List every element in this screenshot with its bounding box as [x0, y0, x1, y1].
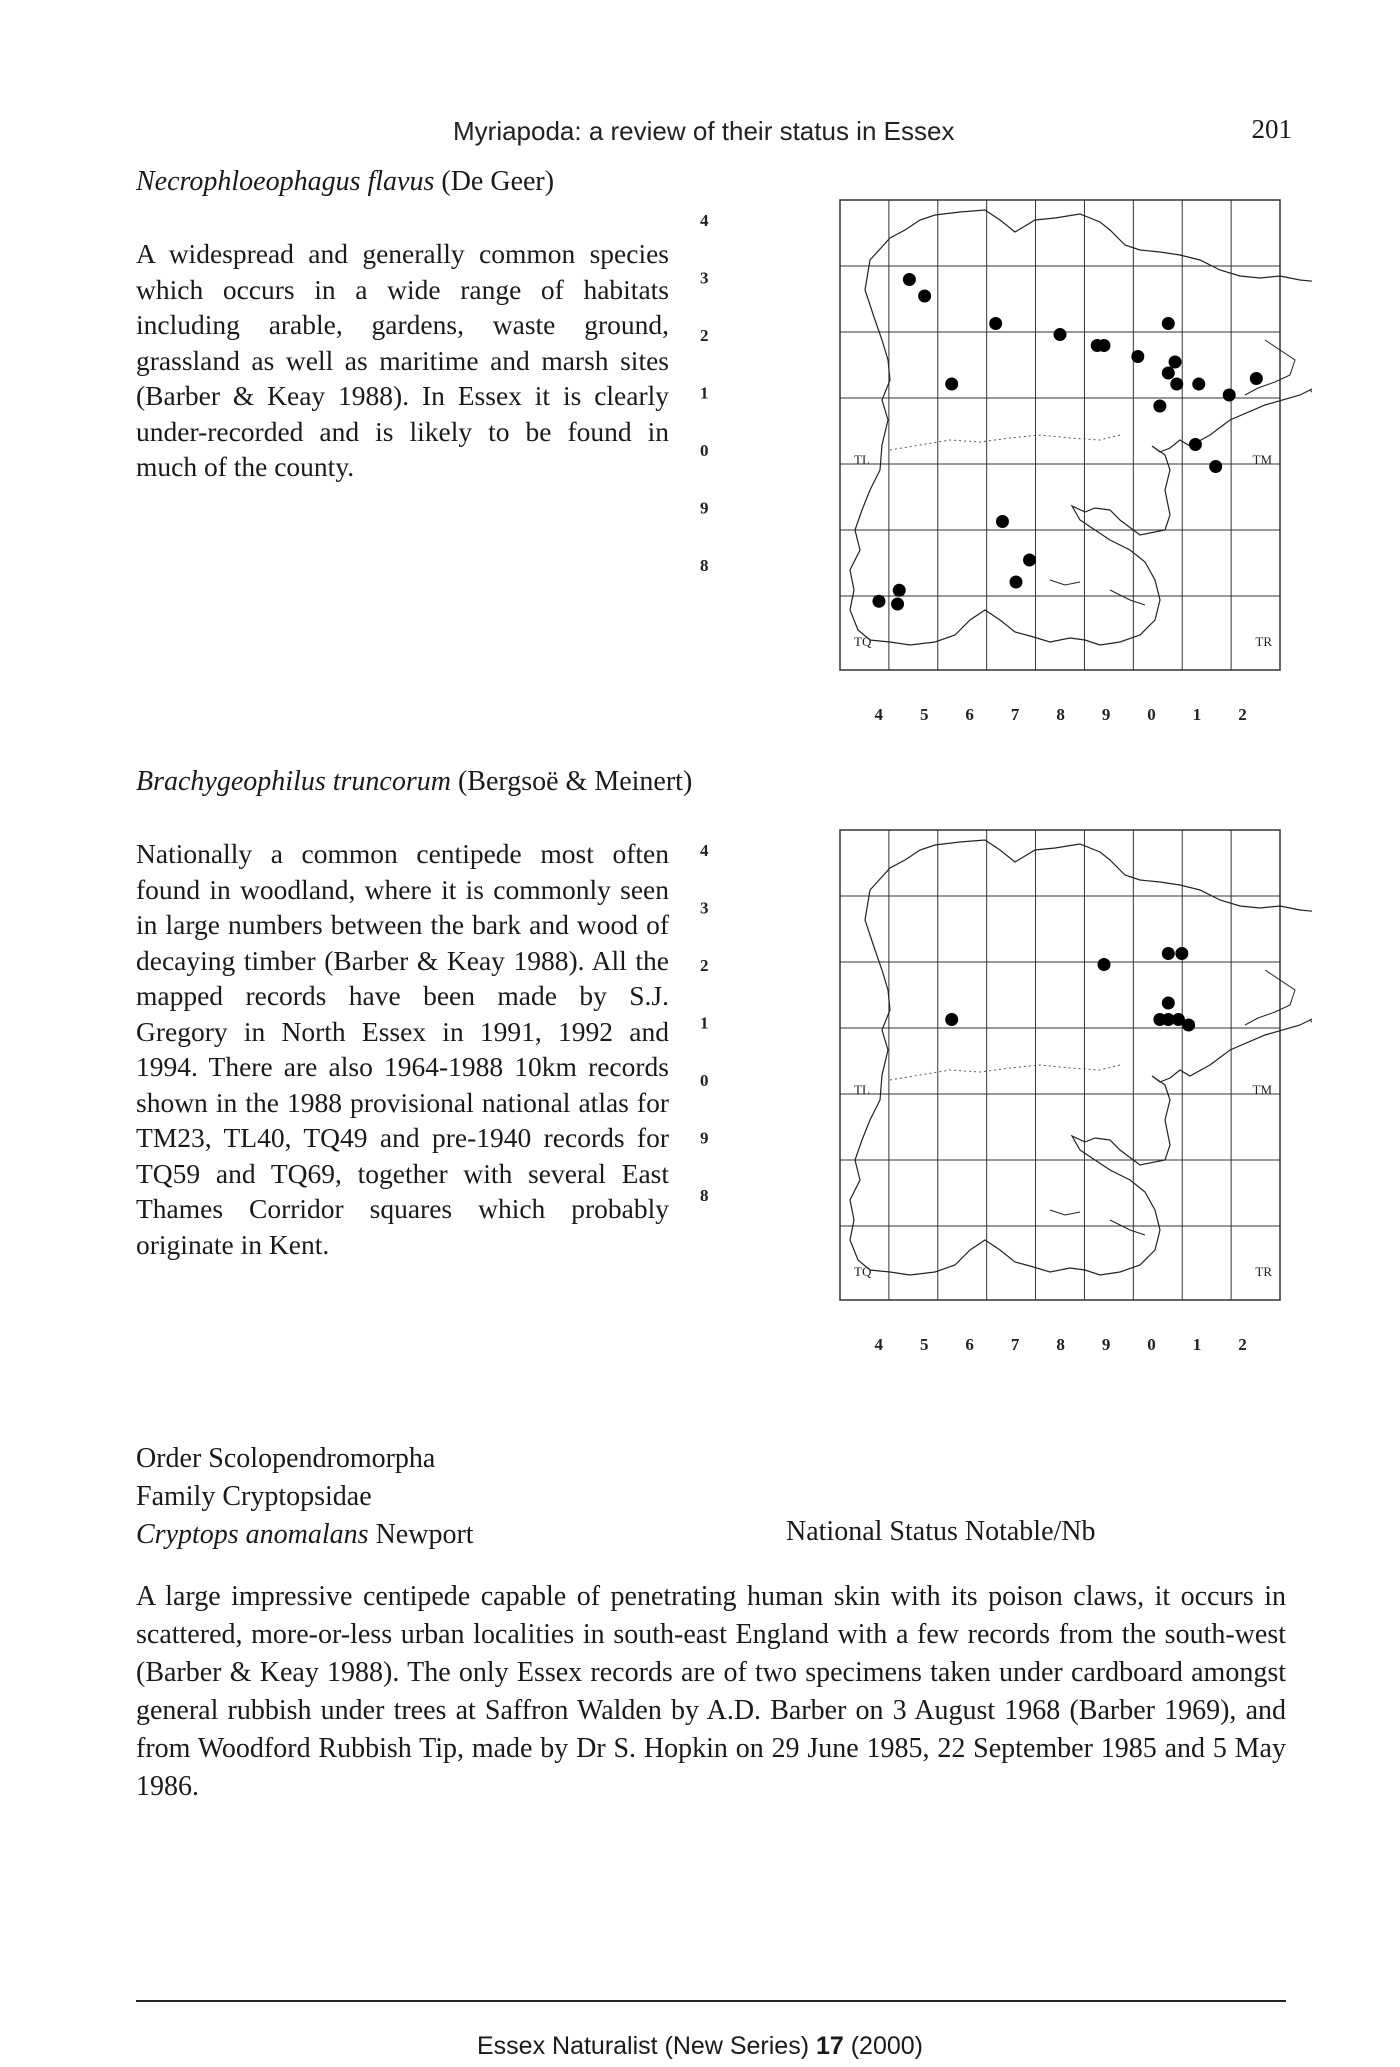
row-label: 0 — [700, 441, 709, 460]
column-label: 9 — [1101, 705, 1111, 724]
column-label: 4 — [874, 1335, 883, 1354]
footer-rule — [136, 2000, 1286, 2002]
record-dot — [1169, 356, 1182, 369]
record-dot — [1189, 438, 1202, 451]
square-boundary — [890, 1065, 1120, 1080]
column-label: 4 — [874, 705, 883, 724]
column-label: 9 — [1101, 1335, 1111, 1354]
grid-square-label: TR — [1255, 634, 1272, 649]
grid-square-label: TM — [1252, 1082, 1272, 1097]
record-dot — [1131, 350, 1144, 363]
record-dot — [872, 595, 885, 608]
grid-square-label: TM — [1252, 452, 1272, 467]
species-authority: Newport — [375, 1519, 474, 1550]
distribution-map-1 — [700, 188, 1312, 728]
column-label: 8 — [1056, 1335, 1065, 1354]
record-dot — [893, 584, 906, 597]
record-dot — [1182, 1019, 1195, 1032]
grid-square-label: TQ — [854, 1264, 872, 1279]
record-dot — [903, 273, 916, 286]
column-label: 7 — [1010, 705, 1020, 724]
row-label: 3 — [700, 898, 709, 918]
map-frame — [840, 200, 1280, 670]
row-label: 4 — [700, 211, 709, 230]
county-outline — [850, 210, 1312, 645]
map-svg — [700, 818, 1312, 1358]
column-label: 1 — [1192, 705, 1202, 724]
grid-square-label: TL — [854, 452, 870, 467]
record-dot — [1170, 378, 1183, 391]
coastline — [850, 840, 1312, 1275]
estuary-lines — [1050, 970, 1312, 1235]
species-description-1: A widespread and generally common species which occurs in a wide range of habitats including arable, gardens, waste ground, grassland as well as maritime and marsh sites (Barber & Keay 1988). In Essex it is clearly under-recorded and is likely to be found in much of the county. — [136, 238, 669, 482]
species-latin-name: Necrophloeophagus flavus — [136, 166, 435, 197]
column-label: 5 — [919, 705, 929, 724]
record-dot — [945, 1013, 958, 1026]
record-dot — [1153, 1013, 1166, 1026]
record-dot — [989, 317, 1002, 330]
running-header: Myriapoda: a review of their status in Essex — [453, 116, 955, 146]
record-dot — [1010, 576, 1023, 589]
column-label: 6 — [965, 705, 974, 724]
species-authority: (Bergsoë & Meinert) — [457, 766, 693, 797]
species-authority: (De Geer) — [441, 166, 555, 197]
journal-name: Essex Naturalist (New Series) — [476, 2032, 810, 2060]
species-description-3: A large impressive centipede capable of penetrating human skin with its poison claws, it occurs in scattered, more-or-less urban localities in south-east England with a few records from the south-west (Barber & Keay 1988). The only Essex records are of two specimens taken under cardboard amongst general rubbish under trees at Saffron Walden by A.D. Barber on 3 August 1968 (Barber 1969), and from Woodford Rubbish Tip, made by Dr S. Hopkin on 29 June 1985, 22 September 1985 and 5 May 1986. — [136, 1581, 1286, 1802]
row-label: 8 — [700, 1186, 709, 1205]
row-label: 0 — [700, 1071, 709, 1090]
grid-square-label: TQ — [854, 634, 872, 649]
species-heading-1 — [136, 166, 554, 198]
record-dot — [1175, 947, 1188, 960]
record-dot — [945, 378, 958, 391]
coastline — [850, 210, 1312, 645]
map-frame — [840, 830, 1280, 1300]
order-line: Order Scolopendromorpha — [136, 1443, 436, 1474]
column-label: 1 — [1192, 1335, 1202, 1354]
volume-number: 17 — [815, 2032, 844, 2060]
species-heading-3 — [136, 1516, 474, 1554]
grid-square-label: TR — [1255, 1264, 1272, 1279]
distribution-map-2 — [700, 818, 1312, 1358]
record-dot — [1223, 389, 1236, 402]
record-dot — [1098, 958, 1111, 971]
record-dot — [891, 598, 904, 611]
record-dot — [1153, 400, 1166, 413]
column-label: 2 — [1238, 705, 1247, 724]
publication-year: (2000) — [850, 2032, 923, 2060]
record-dot — [1209, 460, 1222, 473]
row-label: 2 — [700, 956, 709, 975]
national-status: National Status Notable/Nb — [786, 1516, 1096, 1547]
row-label: 8 — [700, 556, 709, 575]
record-dot — [996, 515, 1009, 528]
footer — [0, 2032, 1400, 2061]
record-dot — [1192, 378, 1205, 391]
square-boundary — [890, 435, 1120, 450]
species-latin-name: Cryptops anomalans — [136, 1519, 369, 1550]
record-dot — [1250, 372, 1263, 385]
column-label: 2 — [1238, 1335, 1247, 1354]
row-label: 4 — [700, 841, 709, 860]
row-label: 3 — [700, 268, 709, 288]
record-dot — [918, 290, 931, 303]
record-dot — [1162, 317, 1175, 330]
species-latin-name: Brachygeophilus truncorum — [136, 766, 451, 797]
species-description-2: Nationally a common centipede most often found in woodland, where it is commonly seen in large numbers between the bark and wood of decaying timber (Barber & Keay 1988). All the mapped records have been made by S.J. Gregory in North Essex in 1991, 1992 and 1994. There are also 1964-1988 10km records shown in the 1988 provisional national atlas for TM23, TL40, TQ49 and pre-1940 records for TQ59 and TQ69, together with several East Thames Corridor squares which probably originate in Kent. — [136, 838, 669, 1260]
county-outline — [850, 840, 1312, 1275]
column-label: 0 — [1147, 1335, 1156, 1354]
record-dot — [1162, 997, 1175, 1010]
record-dot — [1162, 947, 1175, 960]
record-dot — [1098, 339, 1111, 352]
column-label: 7 — [1010, 1335, 1020, 1354]
species-heading-2 — [136, 766, 692, 798]
row-label: 9 — [700, 1128, 709, 1148]
column-label: 0 — [1147, 705, 1156, 724]
row-label: 9 — [700, 498, 709, 518]
taxonomy-block — [136, 1440, 474, 1554]
page-number: 201 — [1251, 114, 1292, 144]
row-label: 1 — [700, 383, 709, 403]
record-dot — [1054, 328, 1067, 341]
row-label: 2 — [700, 326, 709, 345]
family-line: Family Cryptopsidae — [136, 1481, 372, 1512]
record-dot — [1162, 367, 1175, 380]
column-label: 5 — [919, 1335, 929, 1354]
grid-square-label: TL — [854, 1082, 870, 1097]
column-label: 8 — [1056, 705, 1065, 724]
row-label: 1 — [700, 1013, 709, 1033]
map-svg — [700, 188, 1312, 728]
record-dot — [1023, 554, 1036, 567]
column-label: 6 — [965, 1335, 974, 1354]
